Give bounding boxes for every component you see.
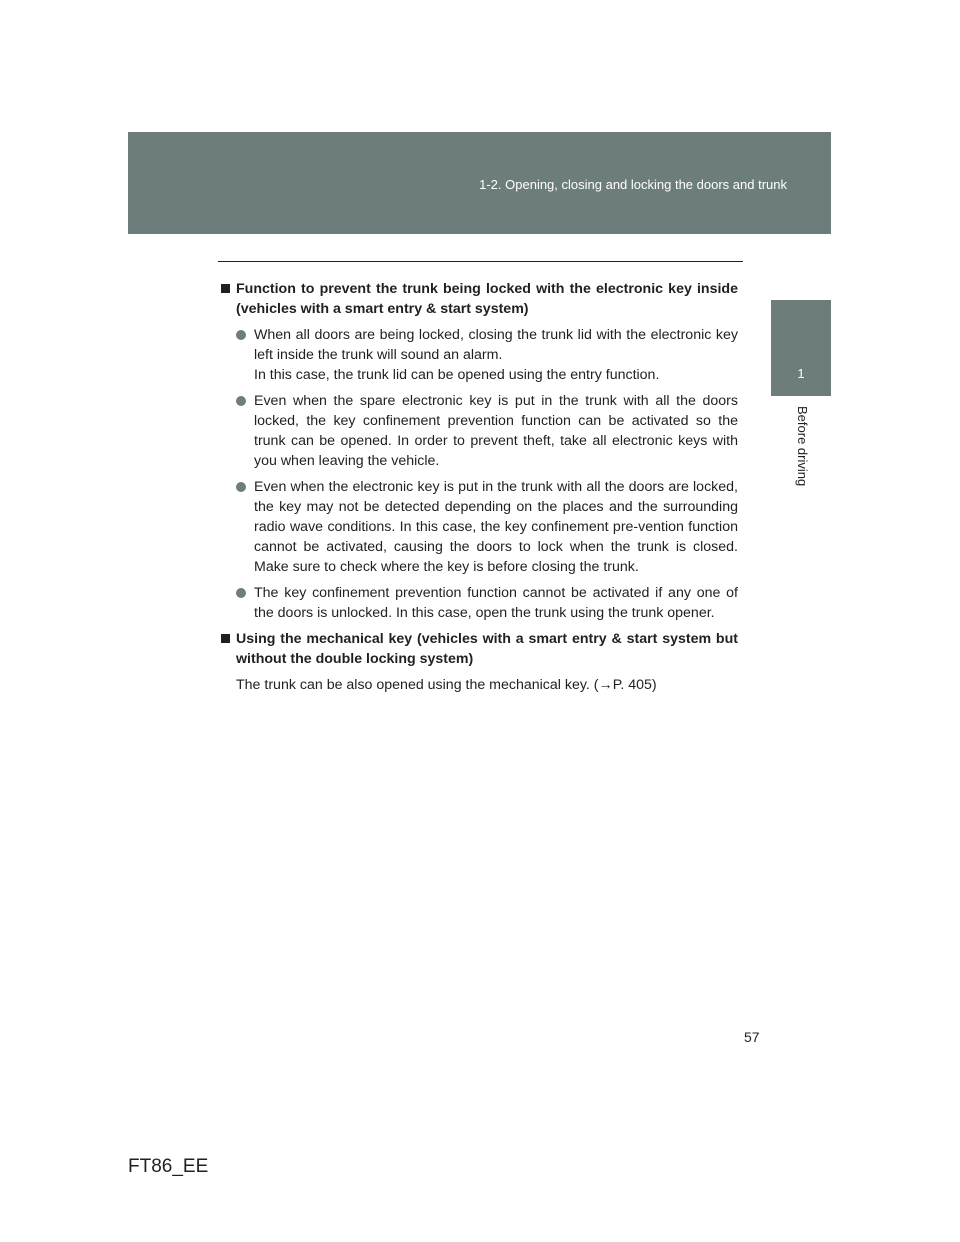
circle-bullet-icon xyxy=(236,396,246,406)
circle-bullet-icon xyxy=(236,482,246,492)
list-item xyxy=(236,583,738,623)
list-item-text: The key confinement prevention function cannot be activated if any one of the doors is unlocked. In this case, open the trunk using the trunk opener. xyxy=(254,585,738,621)
heading-mechanical-key xyxy=(218,629,738,669)
section-title: 1-2. Opening, closing and locking the doors and trunk xyxy=(479,177,787,192)
heading-text: Function to prevent the trunk being locked with the electronic key inside (vehicles with a smart entry & start system) xyxy=(236,281,738,317)
page-number: 57 xyxy=(744,1029,760,1045)
circle-bullet-icon xyxy=(236,588,246,598)
paragraph-mechanical-key: The trunk can be also opened using the mechanical key. (→P. 405) xyxy=(236,677,657,693)
section-header-band xyxy=(128,132,831,234)
main-content xyxy=(218,279,738,695)
heading-text: Using the mechanical key (vehicles with a smart entry & start system but without the double locking system) xyxy=(236,631,738,667)
list-item xyxy=(236,477,738,577)
circle-bullet-icon xyxy=(236,330,246,340)
chapter-number: 1 xyxy=(797,366,805,381)
chapter-label: Before driving xyxy=(795,406,810,487)
list-item-text: Even when the spare electronic key is put in the trunk with all the doors locked, the key confinement prevention function can be activated so the trunk can be opened. In order to prevent theft, take all electronic keys with you when leaving the vehicle. xyxy=(254,393,738,469)
list-item-text: When all doors are being locked, closing the trunk lid with the electronic key left inside the trunk will sound an alarm. xyxy=(254,327,738,363)
list-item-text: In this case, the trunk lid can be opened using the entry function. xyxy=(254,367,660,383)
list-item-text: Even when the electronic key is put in the trunk with all the doors are locked, the key may not be detected depending on the places and the surrounding radio wave conditions. In this case, the key confinement pre-vention function cannot be activated, causing the doors to lock when the trunk is closed. Make sure to check where the key is before closing the trunk. xyxy=(254,479,738,575)
square-bullet-icon xyxy=(221,634,230,643)
square-bullet-icon xyxy=(221,284,230,293)
chapter-tab xyxy=(771,300,831,396)
heading-trunk-lock-prevention xyxy=(218,279,738,319)
list-item xyxy=(236,325,738,385)
list-item xyxy=(236,391,738,471)
document-code: FT86_EE xyxy=(128,1156,209,1177)
section-divider xyxy=(218,261,743,262)
